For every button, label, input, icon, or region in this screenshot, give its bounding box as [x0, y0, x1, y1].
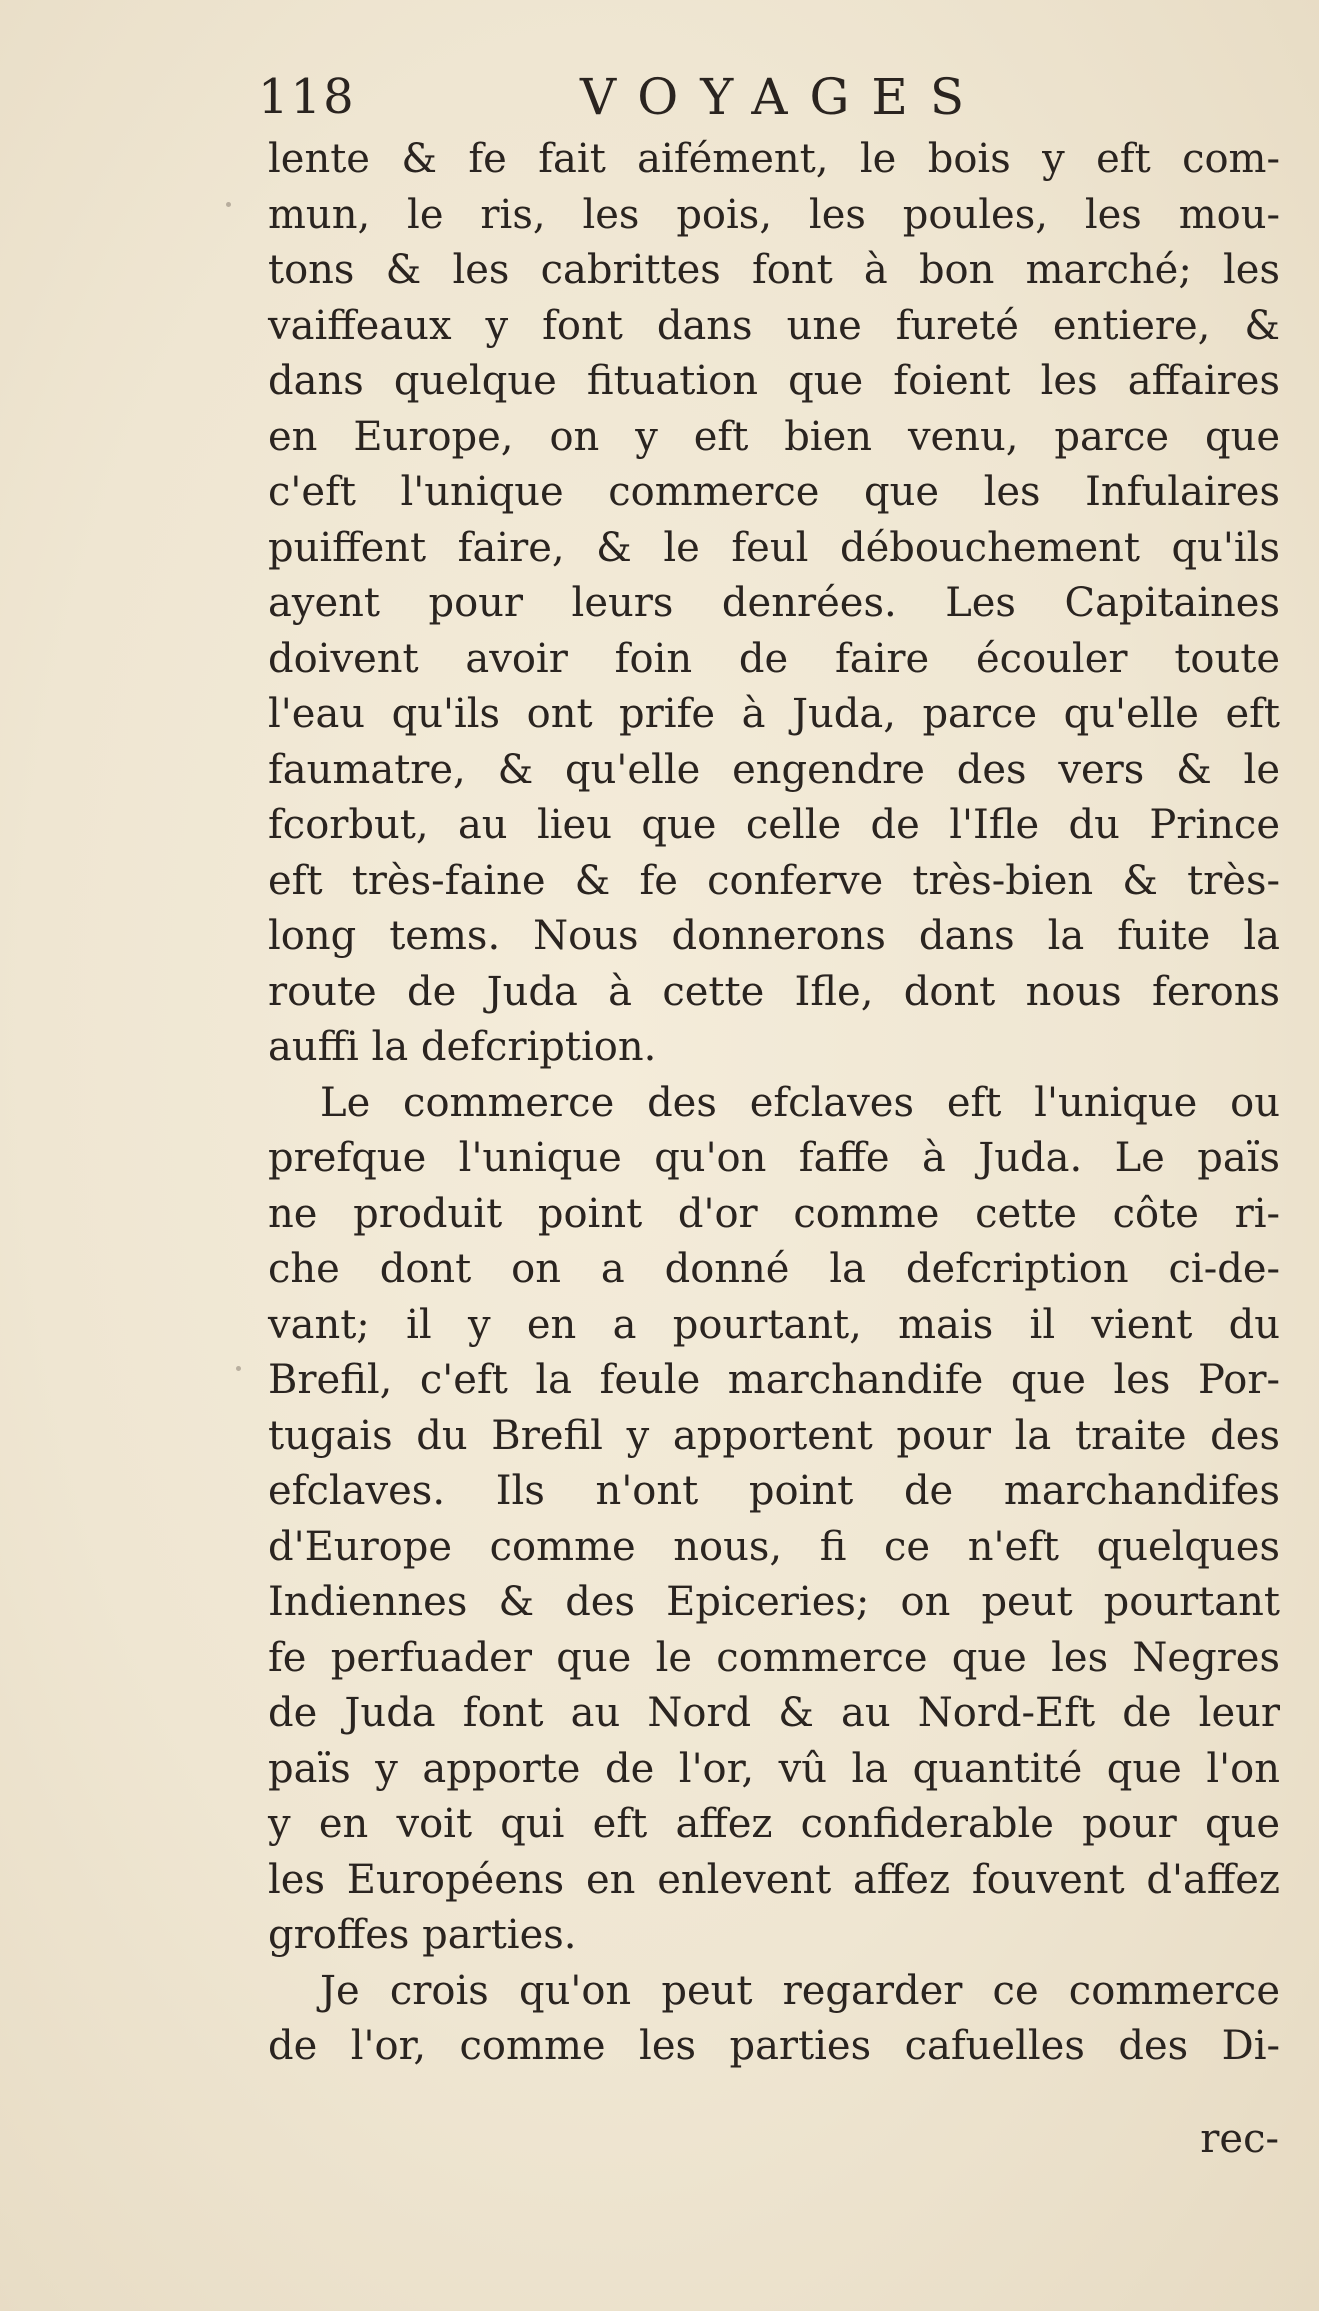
text-line: long tems. Nous donnerons dans la fuite la: [268, 913, 1280, 959]
text-line: tugais du Brefil y apportent pour la traite des: [268, 1412, 1280, 1459]
text-line: ne produit point d'or comme cette côte ri-: [268, 1190, 1280, 1237]
text-line: Je crois qu'on peut regarder ce commerce: [320, 1967, 1280, 2014]
text-line: route de Juda à cette Ifle, dont nous ferons: [268, 968, 1280, 1015]
running-head: VOYAGES: [580, 68, 987, 126]
text-line: groffes parties.: [268, 1912, 577, 1958]
text-line: eft très-faine & fe conferve très-bien & très-: [268, 857, 1280, 904]
text-line: faumatre, & qu'elle engendre des vers & le: [268, 746, 1280, 793]
text-line: de l'or, comme les parties cafuelles des Di-: [268, 2023, 1280, 2069]
page-number: 118: [258, 69, 356, 125]
text-line: tons & les cabrittes font à bon marché; les: [268, 247, 1280, 293]
text-line: fe perfuader que le commerce que les Negres: [268, 1634, 1280, 1681]
text-line: che dont on a donné la defcription ci-de-: [268, 1246, 1280, 1292]
text-line: vaiffeaux y font dans une fureté entiere, &: [268, 302, 1280, 349]
text-line: en Europe, on y eft bien venu, parce que: [268, 413, 1280, 460]
text-line: prefque l'unique qu'on faffe à Juda. Le païs: [268, 1135, 1280, 1181]
text-line: païs y apporte de l'or, vû la quantité que l'on: [268, 1745, 1280, 1792]
text-line: lente & fe fait aifément, le bois y eft com-: [268, 136, 1280, 182]
body-text: [268, 132, 1280, 2075]
page-header: [258, 62, 1118, 132]
text-line: auffi la defcription.: [268, 1024, 657, 1070]
text-line: doivent avoir foin de faire écouler toute: [268, 635, 1280, 682]
text-line: de Juda font au Nord & au Nord-Eft de leur: [268, 1690, 1280, 1736]
catchword: rec-: [1200, 2116, 1279, 2162]
text-line: puiffent faire, & le feul débouchement qu'ils: [268, 524, 1280, 571]
text-line: c'eft l'unique commerce que les Infulaires: [268, 469, 1280, 515]
text-line: dans quelque fituation que foient les affaires: [268, 358, 1280, 404]
ink-speck: [236, 1366, 241, 1371]
text-line: l'eau qu'ils ont prife à Juda, parce qu'elle eft: [268, 691, 1280, 737]
text-line: efclaves. Ils n'ont point de marchandifes: [268, 1468, 1280, 1514]
text-line: mun, le ris, les pois, les poules, les mou-: [268, 191, 1280, 238]
text-line: y en voit qui eft affez confiderable pour que: [268, 1801, 1280, 1847]
text-line: Indiennes & des Epiceries; on peut pourtant: [268, 1579, 1280, 1625]
text-line: Brefil, c'eft la feule marchandife que les Por-: [268, 1357, 1280, 1403]
text-line: vant; il y en a pourtant, mais il vient du: [268, 1301, 1280, 1348]
ink-speck: [226, 202, 231, 207]
text-line: ayent pour leurs denrées. Les Capitaines: [268, 580, 1280, 626]
text-line: les Européens en enlevent affez fouvent d'affez: [268, 1856, 1280, 1903]
text-line: fcorbut, au lieu que celle de l'Ifle du Prince: [268, 802, 1280, 848]
text-line: d'Europe comme nous, fi ce n'eft quelques: [268, 1523, 1280, 1570]
text-line: Le commerce des efclaves eft l'unique ou: [320, 1079, 1280, 1126]
